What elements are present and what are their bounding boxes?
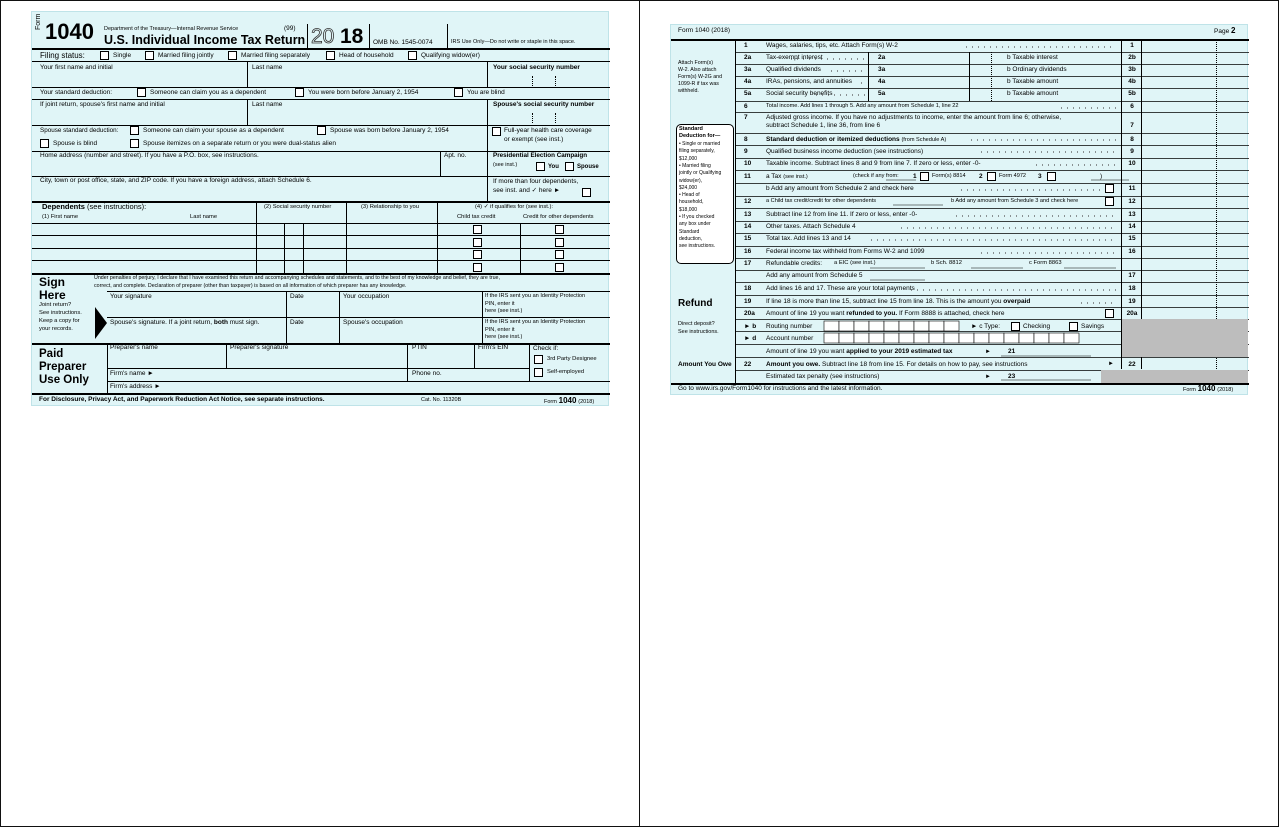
right-line-number: 3b — [1128, 66, 1136, 73]
line-number: 10 — [744, 160, 752, 167]
mfj-checkbox[interactable] — [145, 51, 154, 60]
shaded-area-2 — [1101, 370, 1248, 383]
account-type-label: ► c Type: — [971, 323, 1001, 330]
routing-digit-box — [869, 321, 884, 331]
line-14-label: Other taxes. Attach Schedule 4 — [766, 223, 856, 230]
line-number: 8 — [744, 136, 748, 143]
ippin-line: If the IRS sent you an Identity Protection — [485, 293, 586, 299]
line-11b-label: b Add any amount from Schedule 2 and check here — [766, 185, 914, 192]
joint-note: your records. — [39, 326, 73, 332]
line-17-add-label: Add any amount from Schedule 5 — [766, 272, 863, 279]
attach-note: 1099-R if tax was — [678, 81, 719, 87]
right-line-number: 15 — [1128, 235, 1136, 242]
joint-note: Joint return? — [39, 302, 72, 308]
line-11-check: (check if any from: — [853, 173, 899, 179]
spouse-std-label: Spouse standard deduction: — [40, 127, 119, 134]
more-four-line: see inst. and ✓ here ► — [493, 187, 561, 194]
line-3a-label: Qualified dividends — [766, 66, 821, 73]
self-employed-checkbox[interactable] — [534, 368, 543, 377]
std-box-title: Deduction for— — [679, 133, 721, 139]
std-list-item: jointly or Qualifying — [679, 170, 722, 177]
line-21-number-box: 21 — [1008, 348, 1016, 355]
hoh-checkbox[interactable] — [326, 51, 335, 60]
dep-col-qualify: (4) ✓ if qualifies for (see inst.): — [475, 204, 553, 210]
joint-note: See instructions. — [39, 310, 82, 316]
spouse-ippin-line: PIN, enter it — [485, 327, 515, 333]
line-number: 15 — [744, 235, 752, 242]
std-list-item: • If you checked — [679, 214, 715, 220]
line-number: 19 — [744, 298, 752, 305]
right-line-number: 10 — [1128, 160, 1136, 167]
mfs-checkbox[interactable] — [228, 51, 237, 60]
line-13-label: Subtract line 12 from line 11. If zero or less, enter -0- — [766, 211, 918, 218]
occupation-label: Your occupation — [343, 293, 390, 300]
spouse-std-option: Spouse was born before January 2, 1954 — [330, 127, 449, 134]
routing-digit-box — [839, 321, 854, 331]
line-22-arrow: ► — [1108, 361, 1114, 367]
line-9-label: Qualified business income deduction (see instructions) — [766, 148, 924, 155]
full-year-line: or exempt (see inst.) — [504, 136, 564, 143]
savings-label: Savings — [1081, 323, 1105, 330]
cat-number: Cat. No. 11320B — [421, 397, 462, 403]
line-19-label: If line 18 is more than line 15, subtract line 15 from line 18. This is the amount you overpaid — [766, 298, 1031, 305]
right-line-number: 4b — [1128, 78, 1136, 85]
you-born-before-checkbox[interactable] — [295, 88, 304, 97]
sub-box-label: 4a — [878, 78, 886, 85]
self-employed-label: Self-employed — [547, 369, 585, 375]
spouse-dependent-checkbox[interactable] — [130, 126, 139, 135]
right-line-number: 19 — [1128, 298, 1136, 305]
department: Department of the Treasury—Internal Revenue Service — [104, 26, 239, 32]
refund-label: Refund — [678, 298, 713, 309]
shaded-area — [1122, 319, 1248, 357]
home-address-label: Home address (number and street). If you have a P.O. box, see instructions. — [40, 152, 259, 159]
dep-cod-checkbox[interactable] — [555, 225, 564, 234]
irs-use-only: IRS Use Only—Do not write or staple in this space. — [451, 39, 576, 45]
account-digit-box — [974, 333, 989, 343]
third-party-checkbox[interactable] — [534, 355, 543, 364]
right-line-number: 9 — [1130, 148, 1134, 155]
line-12a-label: a Child tax credit/credit for other dependents — [766, 198, 877, 204]
spouse-signature-label: Spouse's signature. If a joint return, both must sign. — [110, 319, 260, 326]
line-number: 9 — [744, 148, 748, 155]
account-digit-box — [1019, 333, 1034, 343]
savings-checkbox[interactable] — [1069, 322, 1078, 331]
sub-box-label: 5a — [878, 90, 886, 97]
line-17a-label: a EIC (see inst.) — [834, 260, 876, 266]
line-number: 11 — [744, 173, 751, 180]
line-number: ► b — [744, 323, 757, 330]
dep-col-rel: (3) Relationship to you — [361, 204, 420, 210]
sub-box-label: 3a — [878, 66, 886, 73]
std-list-item: deduction, — [679, 235, 703, 242]
spouse-std-option: Someone can claim your spouse as a dependent — [143, 127, 284, 134]
ippin-line: PIN, enter it — [485, 301, 515, 307]
spouse-last-name-label: Last name — [252, 101, 283, 108]
form-4972-checkbox[interactable] — [987, 172, 996, 181]
account-digit-box — [1004, 333, 1019, 343]
account-digit-box — [944, 333, 959, 343]
std-list-item: $24,000 — [679, 184, 698, 191]
right-line-number: 20a — [1126, 310, 1138, 317]
line-11-close: ) — [1100, 173, 1103, 180]
amount-you-owe-label: Amount You Owe — [678, 361, 732, 368]
filing-status-label: Filing status: — [40, 51, 85, 60]
qw-checkbox[interactable] — [408, 51, 417, 60]
line-16-label: Federal income tax withheld from Forms W-2 and 1099 — [766, 248, 925, 255]
line-17c-label: c Form 8863 — [1029, 260, 1062, 266]
paid-label: Paid — [39, 348, 64, 360]
line-1-label: Wages, salaries, tips, etc. Attach Form(s) W-2 — [766, 42, 898, 49]
std-list-item: see instructions. — [679, 243, 716, 250]
account-digit-box — [989, 333, 1004, 343]
dep-cod-checkbox[interactable] — [555, 250, 564, 259]
account-digit-box — [824, 333, 839, 343]
you-dependent-checkbox[interactable] — [137, 88, 146, 97]
account-digit-box — [929, 333, 944, 343]
spouse-date-label: Date — [290, 319, 304, 326]
account-digit-box — [1064, 333, 1079, 343]
account-digit-box — [1034, 333, 1049, 343]
std-list-item: $18,000 — [679, 206, 698, 213]
line-11-opt1: 1 — [913, 173, 917, 180]
page-2 — [639, 0, 1279, 827]
line-number: 6 — [744, 103, 748, 110]
routing-digit-box — [914, 321, 929, 331]
spouse-ippin-line: If the IRS sent you an Identity Protection — [485, 319, 586, 325]
omb-number: OMB No. 1545-0074 — [373, 39, 433, 46]
line-11-opt3: 3 — [1038, 173, 1042, 180]
more-four-line: If more than four dependents, — [493, 178, 579, 185]
filing-option: Qualifying widow(er) — [421, 52, 480, 59]
line-7-label-2: subtract Schedule 1, line 36, from line 6 — [766, 122, 881, 129]
dependents-title: Dependents (see instructions): — [42, 202, 147, 211]
line-20a-label: Amount of line 19 you want refunded to you. If Form 8888 is attached, check here — [766, 310, 1005, 317]
use-only-label: Use Only — [39, 374, 89, 386]
line-7-label: Adjusted gross income. If you have no adjustments to income, enter the amount from line 6; otherwise, — [766, 114, 1062, 121]
line-number: 4a — [744, 78, 752, 85]
single-checkbox[interactable] — [100, 51, 109, 60]
check-if-label: Check if: — [533, 345, 559, 352]
right-line-number: 2b — [1128, 54, 1136, 61]
spouse-itemizes-checkbox[interactable] — [130, 139, 139, 148]
preparer-sig-label: Preparer's signature — [230, 344, 289, 351]
line-11-3-checkbox[interactable] — [1047, 172, 1056, 181]
line-21-label: Amount of line 19 you want applied to your 2019 estimated tax — [766, 348, 953, 355]
firm-name-label: Firm's name ► — [110, 370, 154, 377]
page-2-form — [670, 24, 1248, 395]
direct-deposit-note: See instructions. — [678, 329, 719, 335]
line-5b-label: b Taxable amount — [1007, 90, 1059, 97]
sub-box-label: 2a — [878, 54, 886, 61]
line-number: 12 — [744, 198, 752, 205]
checking-label: Checking — [1023, 323, 1051, 330]
first-name-label: Your first name and initial — [40, 64, 113, 71]
line-15-label: Total tax. Add lines 13 and 14 — [766, 235, 851, 242]
dep-ctc-checkbox[interactable] — [473, 250, 482, 259]
more-four-checkbox[interactable] — [582, 188, 591, 197]
routing-digit-box — [824, 321, 839, 331]
std-box-title: Standard — [679, 126, 703, 132]
form-4972-label: Form 4972 — [999, 173, 1027, 179]
firm-ein-label: Firm's EIN — [478, 344, 509, 351]
line-6-label: Total income. Add lines 1 through 5. Add any amount from Schedule 1, line 22 — [766, 103, 959, 109]
line-23-label: Estimated tax penalty (see instructions) — [766, 373, 880, 380]
right-line-number: 14 — [1128, 223, 1136, 230]
your-signature-label: Your signature — [110, 293, 152, 300]
pec-inst: (see inst.) — [493, 162, 518, 168]
full-year-coverage-checkbox[interactable] — [492, 127, 501, 136]
line-4a-label: IRAs, pensions, and annuities — [766, 78, 852, 85]
account-digit-box — [869, 333, 884, 343]
year-outline: 20 — [311, 25, 335, 48]
date-label: Date — [290, 293, 304, 300]
account-digit-box — [839, 333, 854, 343]
line-number: 13 — [744, 211, 752, 218]
line-number: ► d — [744, 335, 757, 342]
third-party-label: 3rd Party Designee — [547, 356, 597, 362]
full-year-line: Full-year health care coverage — [504, 127, 592, 134]
code-99: (99) — [284, 25, 296, 32]
attach-note: withheld. — [678, 88, 699, 94]
line-number: 16 — [744, 248, 752, 255]
std-list-item: $12,000 — [679, 155, 698, 162]
routing-digit-box — [884, 321, 899, 331]
sign-label: Sign — [39, 275, 65, 289]
account-digit-box — [899, 333, 914, 343]
account-digit-box — [884, 333, 899, 343]
dep-cod: Credit for other dependents — [523, 214, 594, 220]
account-digit-box — [914, 333, 929, 343]
right-line-number: 17 — [1128, 272, 1136, 279]
line-number: 20a — [744, 310, 755, 317]
dep-col-ssn: (2) Social security number — [264, 204, 332, 210]
ptin-label: PTIN — [412, 344, 427, 351]
right-line-number: 12 — [1128, 198, 1136, 205]
line-number: 1 — [744, 42, 748, 49]
line-22-label: Amount you owe. Subtract line 18 from line 15. For details on how to pay, see instructions — [766, 361, 1028, 368]
spouse-ssn-label: Spouse's social security number — [493, 101, 595, 108]
line-4b-label: b Taxable amount — [1007, 78, 1059, 85]
routing-digit-box — [944, 321, 959, 331]
last-name-label: Last name — [252, 64, 283, 71]
right-line-number: 16 — [1128, 248, 1136, 255]
attach-note: Form(s) W-2G and — [678, 74, 723, 80]
line-2b-label: b Taxable interest — [1007, 54, 1058, 61]
std-list-item: household, — [679, 199, 704, 206]
pec-you: You — [548, 164, 559, 170]
line-23-arrow: ► — [985, 374, 991, 380]
routing-digit-box — [854, 321, 869, 331]
line-11b-checkbox[interactable] — [1105, 184, 1114, 193]
std-list-item: filing separately, — [679, 148, 715, 155]
std-list-item: • Married filing — [679, 162, 711, 169]
line-5a-label: Social security benefits — [766, 90, 833, 97]
joint-note: Keep a copy for — [39, 318, 80, 324]
page-number: Page 2 — [1214, 26, 1236, 35]
spouse-occupation-label: Spouse's occupation — [343, 319, 403, 326]
line-12b-checkbox[interactable] — [1105, 197, 1114, 206]
line-10-label: Taxable income. Subtract lines 8 and 9 from line 7. If zero or less, enter -0- — [766, 160, 981, 167]
line-17-label: Refundable credits: — [766, 260, 823, 267]
filing-option: Married filing separately — [241, 52, 311, 59]
apt-label: Apt. no. — [444, 152, 467, 159]
pec-spouse: Spouse — [577, 164, 599, 170]
checking-checkbox[interactable] — [1011, 322, 1020, 331]
line-number: 17 — [744, 260, 752, 267]
account-digit-box — [854, 333, 869, 343]
line-18-label: Add lines 16 and 17. These are your total payments — [766, 285, 915, 292]
right-line-number: 13 — [1128, 211, 1136, 218]
attach-note: Attach Form(s) — [678, 60, 714, 66]
page-2-header: Form 1040 (2018) — [678, 27, 731, 34]
form-8814-checkbox[interactable] — [920, 172, 929, 181]
right-line-number: 22 — [1128, 361, 1136, 368]
line-12b-label: b Add any amount from Schedule 3 and check here — [951, 198, 1079, 204]
perjury-line: Under penalties of perjury, I declare that I have examined this return and accompanying schedules and statements, and to the best of my knowledge and belief, they are true, — [94, 275, 500, 281]
dep-ctc-checkbox[interactable] — [473, 263, 482, 272]
firm-address-label: Firm's address ► — [110, 383, 161, 390]
std-list-item: any box under — [679, 221, 711, 228]
account-digit-box — [1049, 333, 1064, 343]
std-option: Someone can claim you as a dependent — [150, 89, 266, 96]
line-17b-label: b Sch. 8812 — [931, 260, 962, 266]
city-label: City, town or post office, state, and ZIP code. If you have a foreign address, attach Schedule 6. — [40, 177, 312, 184]
spouse-std-option: Spouse itemizes on a separate return or you were dual-status alien — [143, 140, 336, 147]
line-8-label: Standard deduction or itemized deductions (from Schedule A) — [766, 136, 947, 143]
ssn-label: Your social security number — [493, 64, 580, 71]
right-line-number: 8 — [1130, 136, 1134, 143]
year-bold: 18 — [340, 25, 364, 48]
line-number: 7 — [744, 114, 748, 121]
line-11a-label: a Tax (see inst.) — [766, 173, 808, 180]
form-title: U.S. Individual Income Tax Return — [104, 33, 306, 47]
form-footer-2: Form 1040 (2018) — [1183, 384, 1234, 393]
std-list-item: • Single or married — [679, 141, 721, 147]
filing-option: Single — [113, 52, 132, 59]
spouse-ippin-line: here (see inst.) — [485, 334, 523, 340]
preparer-name-label: Preparer's name — [110, 344, 158, 351]
form-footer: Form 1040 (2018) — [544, 396, 595, 405]
std-option: You are blind — [467, 89, 505, 96]
line-number: 18 — [744, 285, 752, 292]
spouse-born-before-checkbox[interactable] — [317, 126, 326, 135]
pec-spouse-checkbox[interactable] — [565, 162, 574, 171]
std-list-item: Standard — [679, 228, 700, 235]
line-21-arrow: ► — [985, 349, 991, 355]
line-number: 3a — [744, 66, 752, 73]
right-line-number: 11 — [1128, 185, 1136, 192]
account-label: Account number — [766, 335, 814, 342]
line-2a-label: Tax-exempt interest — [766, 54, 823, 61]
spouse-std-option: Spouse is blind — [53, 140, 98, 147]
preparer-label: Preparer — [39, 361, 87, 373]
dep-cod-checkbox[interactable] — [555, 263, 564, 272]
form-8888-checkbox[interactable] — [1105, 309, 1114, 318]
right-line-number: 7 — [1130, 122, 1134, 129]
form-8814-label: Form(s) 8814 — [932, 173, 966, 179]
goto-footer: Go to www.irs.gov/Form1040 for instructions and the latest information. — [678, 385, 883, 392]
right-line-number: 18 — [1128, 285, 1136, 292]
dep-ctc-checkbox[interactable] — [473, 238, 482, 247]
form-label: Form — [35, 13, 42, 30]
line-number: 5a — [744, 90, 752, 97]
form-number: 1040 — [45, 19, 94, 44]
spouse-blind-checkbox[interactable] — [40, 139, 49, 148]
right-line-number: 1 — [1130, 42, 1134, 49]
pec-you-checkbox[interactable] — [536, 162, 545, 171]
ippin-line: here (see inst.) — [485, 308, 523, 314]
right-line-number: 5b — [1128, 90, 1136, 97]
dep-ctc: Child tax credit — [457, 214, 496, 220]
page-1-form — [31, 11, 609, 406]
routing-digit-box — [929, 321, 944, 331]
spouse-first-name-label: If joint return, spouse's first name and initial — [40, 101, 165, 108]
std-deduction-label: Your standard deduction: — [40, 89, 113, 96]
disclosure-footer: For Disclosure, Privacy Act, and Paperwork Reduction Act Notice, see separate instructions. — [39, 396, 325, 403]
line-number: 2a — [744, 54, 752, 61]
line-3b-label: b Ordinary dividends — [1007, 66, 1067, 73]
routing-digit-box — [899, 321, 914, 331]
std-list-item: • Head of — [679, 192, 700, 199]
attach-note: W-2. Also attach — [678, 67, 717, 73]
std-option: You were born before January 2, 1954 — [308, 89, 419, 96]
filing-option: Head of household — [339, 52, 394, 59]
line-number: 14 — [744, 223, 752, 230]
filing-option: Married filing jointly — [158, 52, 214, 59]
dep-cod-checkbox[interactable] — [555, 238, 564, 247]
you-blind-checkbox[interactable] — [454, 88, 463, 97]
direct-deposit-note: Direct deposit? — [678, 321, 715, 327]
sign-arrow-icon — [95, 307, 107, 339]
dep-col-first: (1) First name — [42, 214, 79, 220]
routing-label: Routing number — [766, 323, 813, 330]
std-list-item: widow(er), — [679, 177, 703, 184]
here-label: Here — [39, 288, 66, 302]
line-23-number-box: 23 — [1008, 373, 1016, 380]
phone-label: Phone no. — [412, 370, 442, 377]
dep-col-last: Last name — [190, 214, 218, 220]
pec-label: Presidential Election Campaign — [493, 152, 588, 159]
line-11-opt2: 2 — [979, 173, 983, 180]
account-digit-box — [959, 333, 974, 343]
right-line-number: 6 — [1130, 103, 1134, 110]
line-number: 22 — [744, 361, 752, 368]
perjury-line: correct, and complete. Declaration of preparer (other than taxpayer) is based on all information of which preparer has any knowledge. — [94, 283, 407, 289]
dep-ctc-checkbox[interactable] — [473, 225, 482, 234]
